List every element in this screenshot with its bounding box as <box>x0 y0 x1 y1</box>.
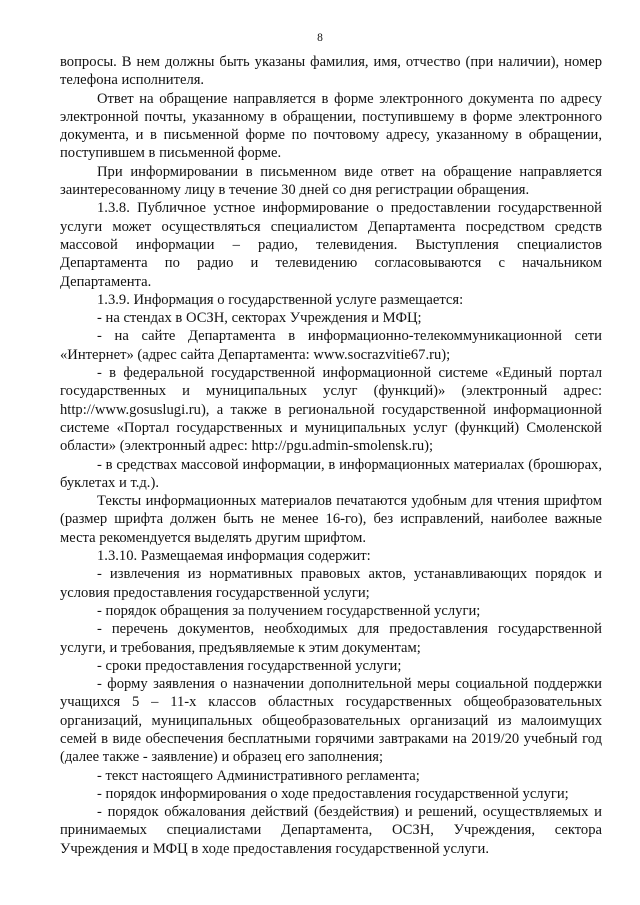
paragraph-written-response-term: При информировании в письменном виде ответ на обращение направляется заинтересованному лицу в течение 30 дней со дня регистрации обращения. <box>60 163 602 199</box>
list-item-department-website: - на сайте Департамента в информационно-телекоммуникационной сети «Интернет» (адрес сайта Департамента: www.socrazvitie67.ru); <box>60 328 602 363</box>
list-item-terms: - сроки предоставления государственной услуги; <box>97 657 402 674</box>
paragraph-1-3-10-heading: 1.3.10. Размещаемая информация содержит: <box>97 548 371 565</box>
paragraph-1-3-9-heading: 1.3.9. Информация о государственной услуге размещается: <box>97 291 464 308</box>
list-item-federal-portal: - в федеральной государственной информационной системе «Единый портал государственных и муниципальных услуг (функций)» (электронный адрес: http://www.gosuslugi.ru), а также в региональной государственной информационной системе «Портал государственных и муниципальных услуг (функций) Смоленской области» (электронный адрес: http://pgu.admin-smolensk.ru); <box>60 365 602 455</box>
paragraph-continuation: вопросы. В нем должны быть указаны фамилия, имя, отчество (при наличии), номер телефона исполнителя. <box>60 54 602 89</box>
paragraph-1-3-8-public-informing: 1.3.8. Публичное устное информирование о предоставлении государственной услуги может осуществляться специалистом Департамента посредством средств массовой информации – радио, телевидения. Выступления специалистов Департамента по радио и телевидению согласовываются с начальником Департамента. <box>60 200 602 290</box>
list-item-regulation-text: - текст настоящего Административного регламента; <box>97 767 420 784</box>
list-item-legal-extracts: - извлечения из нормативных правовых актов, устанавливающих порядок и условия предоставления государственной услуги; <box>60 566 602 601</box>
page-number: 8 <box>317 32 323 44</box>
list-item-appeal-procedure: - порядок обжалования действий (бездействия) и решений, осуществляемых и принимаемых специалистами Департамента, ОСЗН, Учреждения, сектора Учреждения и МФЦ в ходе предоставления государственной услуги. <box>60 804 602 857</box>
list-item-stands: - на стендах в ОСЗН, секторах Учреждения и МФЦ; <box>97 310 422 327</box>
paragraph-response-form: Ответ на обращение направляется в форме электронного документа по адресу электронной почты, указанному в обращении, поступившему в форме электронного документа, и в письменной форме по почтовому адресу, указанному в обращении, поступившем в письменной форме. <box>60 90 602 162</box>
list-item-application-form: - форму заявления о назначении дополнительной меры социальной поддержки учащихся 5 – 11-х классов областных государственных общеобразовательных организаций, муниципальных общеобразовательных организаций из малоимущих семей в виде обеспечения бесплатными горячими завтраками на 2019/20 учебный год (далее также - заявление) и образец его заполнения; <box>60 676 602 766</box>
list-item-mass-media: - в средствах массовой информации, в информационных материалах (брошюрах, буклетах и т.д.). <box>60 456 602 491</box>
document-body <box>60 53 602 858</box>
list-item-application-procedure: - порядок обращения за получением государственной услуги; <box>97 602 481 619</box>
list-item-progress-informing: - порядок информирования о ходе предоставления государственной услуги; <box>97 785 569 802</box>
paragraph-materials-font: Тексты информационных материалов печатаются удобным для чтения шрифтом (размер шрифта должен быть не менее 16-го), без исправлений, наиболее важные места рекомендуется выделять другим шрифтом. <box>60 493 602 546</box>
list-item-documents-list: - перечень документов, необходимых для предоставления государственной услуги, и требования, предъявляемые к этим документам; <box>60 621 602 656</box>
